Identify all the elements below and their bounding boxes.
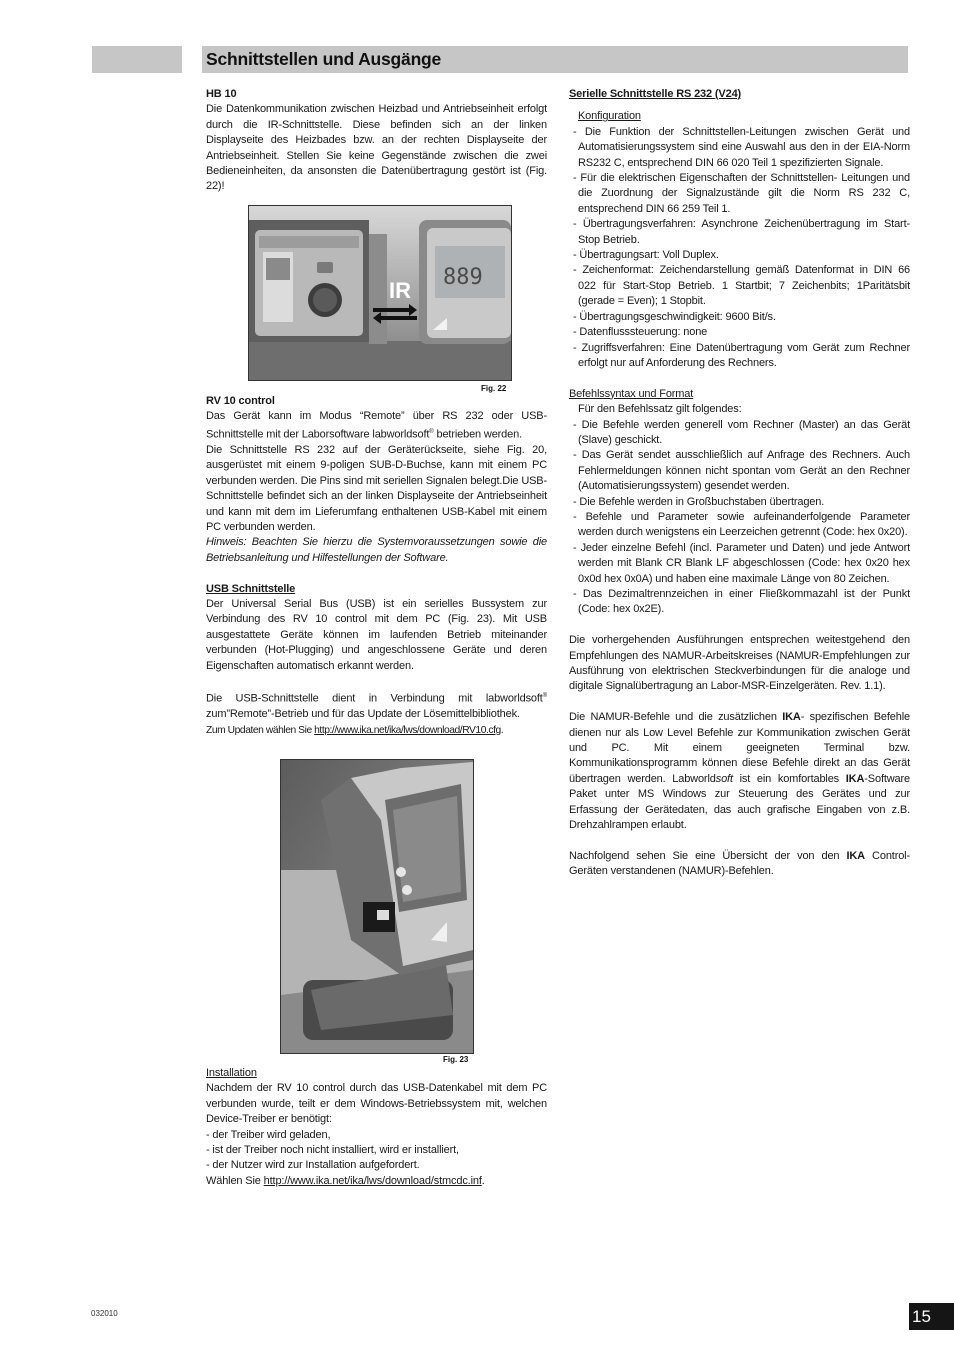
config-item: - Die Funktion der Schnittstellen-Leitungen zwischen Gerät und Automatisierungssystem sind eine Auswahl aus den in der EIA-Norm RS232 C, entsprechend DIN 66 020 Teil 1 spezifizierten Signale. (573, 125, 910, 169)
page-number: 15 (909, 1303, 954, 1330)
rv10-intro (206, 409, 547, 442)
usb-port-illustration (281, 760, 473, 1053)
rv10-cfg-link[interactable]: http://www.ika.net/ika/lws/download/RV10.cfg (314, 724, 501, 736)
installation-end: . (481, 1174, 485, 1187)
rv10-hint: Hinweis: Beachten Sie hierzu die Systemvoraussetzungen sowie die Betriebsanleitung und Hilfestellungen der Software. (206, 536, 547, 564)
installation-heading: Installation (206, 1067, 257, 1079)
rv10-description: Die Schnittstelle RS 232 auf der Geräterückseite, siehe Fig. 20, ausgerüstet mit einem 9-poligen SUB-D-Buchse, kann mit einem PC verbunden werden. Die Pins sind mit seriellen Signalen belegt.Die USB-Schnittstelle befindet sich an der linken Displayseite der Antriebseinheit und kann mit dem im Lieferumfang enthaltenen USB-Kabel mit einem PC verbunden werden. (206, 443, 547, 533)
syntax-item: - Die Befehle werden generell vom Rechner (Master) an das Gerät (Slave) geschickt. (573, 418, 910, 446)
rv10-intro-end: betrieben werden. (433, 428, 522, 441)
namur-paragraph-2 (569, 710, 910, 833)
usb-update-label: Zum Updaten wählen Sie (206, 724, 315, 736)
fig-23-caption: Fig. 23 (443, 1055, 469, 1064)
ir-devices-illustration (249, 206, 511, 380)
usb-update-line (206, 723, 547, 738)
fig22-display-value: 889 (443, 265, 483, 290)
installation-item: - der Treiber wird geladen, (206, 1128, 331, 1141)
fig-23-image (280, 759, 474, 1054)
usb-update-end: . (500, 724, 504, 736)
syntax-item: - Jeder einzelne Befehl (incl. Parameter und Daten) und jede Antwort werden mit Blank CR Blank LF abgeschlossen (Code: hex 0x20 hex 0x0d hex 0x0A) und haben eine maximale Länge von 80 Zeichen. (573, 541, 910, 585)
namur-overview-b: Control- Geräten verstandenen (NAMUR)-Befehlen. (569, 849, 910, 878)
syntax-item: - Das Dezimaltrennzeichen in einer Fließkommazahl ist der Punkt (Code: hex 0x2E). (573, 588, 910, 616)
fig22-ir-label: IR (389, 278, 411, 303)
syntax-item: - Befehle und Parameter sowie aufeinanderfolgende Parameter werden durch wenigstens ein Leerzeichen getrennt (Code: hex 0x20). (573, 510, 910, 539)
config-item: - Zugriffsverfahren: Eine Datenübertragung vom Gerät zum Rechner erfolgt nur auf Anforderung des Rechners. (573, 341, 910, 369)
ika-brand: IKA (846, 849, 865, 862)
installation-select-label: Wählen Sie (206, 1174, 264, 1187)
syntax-heading: Befehlssyntax und Format (569, 387, 694, 400)
config-item: - Für die elektrischen Eigenschaften der Schnittstellen- Leitungen und die Zuordnung der Signalzustände gilt die Norm RS 232 C, entsprechend DIN 66 259 Teil 1. (573, 172, 910, 215)
rs232-heading: Serielle Schnittstelle RS 232 (V24) (569, 88, 742, 100)
config-item: - Übertragungsverfahren: Asynchrone Zeichenübertragung im Start-Stop Betrieb. (573, 218, 910, 246)
hb10-heading: HB 10 (206, 88, 237, 100)
fig-22-caption: Fig. 22 (481, 384, 507, 393)
registered-mark: ® (542, 693, 547, 700)
soft-suffix: soft (715, 772, 733, 785)
rv10-intro-text: Das Gerät kann im Modus “Remote” über RS 232 oder USB-Schnittstelle mit der Laborsoftware labworldsoft (206, 410, 547, 441)
installation-driver-line (206, 1174, 547, 1189)
namur-overview-a: Nachfolgend sehen Sie eine Übersicht der von den (569, 849, 847, 862)
usb-remote-text-b: zum”Remote”-Betrieb und für das Update der Lösemittelbibliothek. (206, 708, 520, 721)
namur-text-c: ist ein komfortables (732, 772, 846, 785)
installation-item: - ist der Treiber noch nicht installiert, wird er installiert, (206, 1144, 459, 1157)
usb-description: Der Universal Serial Bus (USB) ist ein serielles Bussystem zur Verbindung des RV 10 control mit dem PC (Fig. 23). Mit USB ausgestattete Geräte können im laufenden Betrieb miteinander verbunden (Hot-Plugging) und angeschlossene Geräte und deren Eigenschaften automatisch erkannt werden. (206, 597, 547, 672)
ika-brand: IKA (845, 772, 865, 785)
syntax-item: - Die Befehle werden in Großbuchstaben übertragen. (573, 495, 825, 508)
left-column-middle (206, 394, 547, 738)
config-item: - Datenflusssteuerung: none (573, 326, 708, 339)
namur-text-d: -Software Paket unter MS Windows zur Steuerung des Gerätes und zur Erfassung der Gerätedaten, das auch grafische Eingaben von z.B. Drehzahlrampen erlaubt. (569, 772, 911, 832)
header-side-block (92, 46, 182, 73)
page-title: Schnittstellen und Ausgänge (206, 49, 442, 69)
section-header (202, 46, 908, 73)
stmcdc-inf-link[interactable]: http://www.ika.net/ika/lws/download/stmcdc.inf (263, 1174, 482, 1187)
document-code: 032010 (91, 1309, 118, 1318)
registered-mark: ® (429, 428, 434, 435)
usb-remote-text-a: Die USB-Schnittstelle dient in Verbindung mit labworldsoft (206, 693, 543, 706)
fig-22-image (248, 205, 512, 381)
config-item: - Übertragungsart: Voll Duplex. (573, 249, 719, 262)
namur-text-b: - spezifischen Befehle dienen nur als Low Level Befehle zur Kommunikation zwischen Gerät und PC. Mit einem geeigneten Terminal bzw. Kommunikationsprogramm können diese Befehle direkt an das Gerät übertragen werden. Labworld (569, 711, 910, 785)
rv10-heading: RV 10 control (206, 395, 275, 407)
namur-text-a: Die NAMUR-Befehle und die zusätzlichen (569, 711, 783, 724)
config-item: - Übertragungsgeschwindigkeit: 9600 Bit/s. (573, 310, 776, 323)
syntax-intro: Für den Befehlssatz gilt folgendes: (578, 403, 742, 416)
installation-item: - der Nutzer wird zur Installation aufgefordert. (206, 1159, 420, 1172)
usb-icon (377, 910, 389, 920)
hb10-text: Die Datenkommunikation zwischen Heizbad und Antriebseinheit erfolgt durch die IR-Schnittstelle. Diese befinden sich an der linken Displayseite des Heizbades bzw. an der rechten Displayseite der Antriebseinheit. Stellen Sie keine Gegenstände zwischen die zwei Bedieneinheiten, da ansonsten die Datenübertragung gestört ist (Fig. 22)! (206, 103, 547, 193)
namur-paragraph-3 (569, 849, 910, 880)
configuration-heading: Konfiguration (578, 110, 641, 123)
usb-heading: USB Schnittstelle (206, 582, 296, 595)
left-column-top (206, 87, 547, 195)
syntax-item: - Das Gerät sendet ausschließlich auf Anfrage des Rechners. Auch Fehlermeldungen können nicht spontan vom Gerät an den Rechner (Automatisierungssystem) gesendet werden. (573, 449, 910, 493)
installation-text: Nachdem der RV 10 control durch das USB-Datenkabel mit dem PC verbunden wurde, teilt er dem Windows-Betriebssystem mit, welchen Device-Treiber er benötigt: (206, 1082, 547, 1126)
usb-remote-text (206, 689, 547, 722)
namur-paragraph-1: Die vorhergehenden Ausführungen entsprechen weitestgehend den Empfehlungen des NAMUR-Arbeitskreises (NAMUR-Empfehlungen zur Ausführung von elektrischen Steckverbindungen für die analoge und digitale Signalübertragung an Labor-MSR-Einzelgeräten. Rev. 1.1). (569, 634, 910, 693)
right-column (569, 87, 910, 880)
config-item: - Zeichenformat: Zeichendarstellung gemäß Datenformat in DIN 66 022 für Start-Stop Betrieb. 1 Startbit; 7 Zeichenbits; 1Paritätsbit (gerade = Even); 1 Stopbit. (573, 264, 910, 308)
ika-brand: IKA (782, 711, 801, 724)
left-column-bottom (206, 1066, 547, 1189)
